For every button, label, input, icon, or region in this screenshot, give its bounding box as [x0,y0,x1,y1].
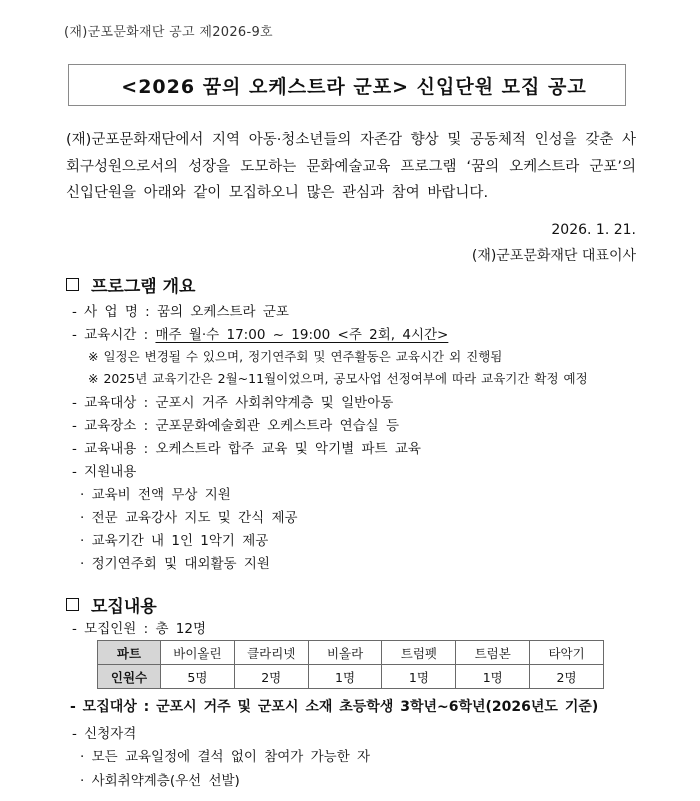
announcement-number: (재)군포문화재단 공고 제2026-9호 [64,25,273,40]
table-cell-part: 트럼본 [456,641,530,665]
table-cell-part: 바이올린 [161,641,235,665]
table-row-header: 인원수 [98,665,161,689]
project-name-line [72,300,289,320]
education-content-line: - 교육내용 : 오케스트라 합주 교육 및 악기별 파트 교육 [72,441,421,457]
section-title: 프로그램 개요 [91,277,196,297]
recruit-count-line: - 모집인원 : 총 12명 [72,621,207,637]
qualification-item: · 사회취약계층(우선 선발) [80,773,240,789]
note-schedule: ※ 일정은 변경될 수 있으며, 정기연주회 및 연주활동은 교육시간 외 진행됨 [88,349,503,364]
support-item: · 교육비 전액 무상 지원 [80,487,231,503]
checkbox-square-icon [66,598,79,611]
checkbox-square-icon [66,278,79,291]
table-row-parts [98,641,604,665]
section-program-overview [66,272,195,297]
support-item: · 정기연주회 및 대외활동 지원 [80,556,270,572]
page-title: <2026 꿈의 오케스트라 군포> 신입단원 모집 공고 [121,75,587,98]
education-time-value: 매주 월·수 17:00 ~ 19:00 <주 2회, 4시간> [155,327,449,343]
education-time-line [72,323,448,343]
table-cell-count: 1명 [308,665,382,689]
project-name-value: 꿈의 오케스트라 군포 [157,304,289,320]
title-box [68,64,626,106]
support-item: · 전문 교육강사 지도 및 간식 제공 [80,510,298,526]
table-cell-part: 비올라 [308,641,382,665]
qualification-item: · 모든 교육일정에 결석 없이 참여가 가능한 자 [80,749,371,765]
table-row-header: 파트 [98,641,161,665]
support-label: - 지원내용 [72,464,137,480]
table-cell-count: 2명 [234,665,308,689]
table-cell-part: 트럼펫 [382,641,456,665]
recruit-table [97,640,604,689]
issuer: (재)군포문화재단 대표이사 [471,248,636,264]
qualification-label: - 신청자격 [72,726,137,742]
table-cell-count: 1명 [382,665,456,689]
section-title: 모집내용 [91,597,157,617]
education-time-label: - 교육시간 : [72,327,156,343]
education-target-line: - 교육대상 : 군포시 거주 사회취약계층 및 일반아동 [72,395,394,411]
announcement-date: 2026. 1. 21. [551,222,636,238]
eligibility-line: - 모집대상 : 군포시 거주 및 군포시 소재 초등학생 3학년~6학년(2026년도 기준) [70,699,599,715]
note-period: ※ 2025년 교육기간은 2월~11월이었으며, 공모사업 선정여부에 따라 교육기간 확정 예정 [88,371,588,386]
table-row-counts [98,665,604,689]
section-recruitment [66,592,157,617]
education-location-line: - 교육장소 : 군포문화예술회관 오케스트라 연습실 등 [72,418,400,434]
table-cell-part: 타악기 [530,641,604,665]
table-cell-count: 1명 [456,665,530,689]
support-item: · 교육기간 내 1인 1악기 제공 [80,533,269,549]
table-cell-count: 2명 [530,665,604,689]
intro-paragraph: (재)군포문화재단에서 지역 아동·청소년들의 자존감 향상 및 공동체적 인성을 갖춘 사회구성원으로서의 성장을 도모하는 문화예술교육 프로그램 ‘꿈의 오케스트라 군포’의 신입단원을 아래와 같이 모집하오니 많은 관심과 참여 바랍니다. [66,132,636,201]
table-cell-part: 클라리넷 [234,641,308,665]
table-cell-count: 5명 [161,665,235,689]
project-name-label: - 사 업 명 : [72,304,157,320]
